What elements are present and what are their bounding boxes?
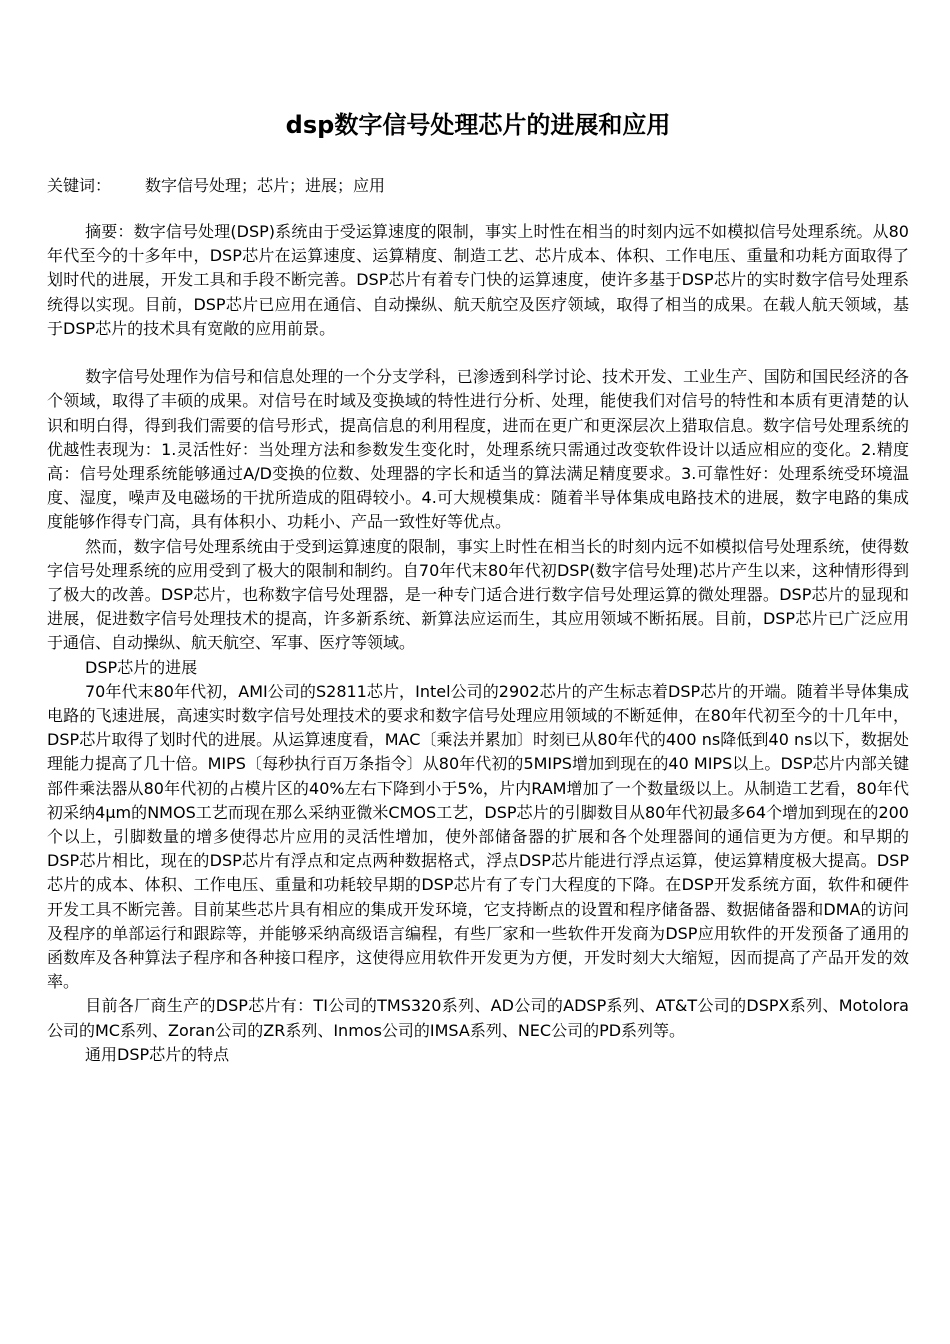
paragraph-spacer	[47, 341, 909, 365]
paragraph-text: 然而，数字信号处理系统由于受到运算速度的限制，事实上时性在相当长的时刻内远不如模拟信号处理系统，使得数字信号处理系统的应用受到了极大的限制和制约。自70年代末80年代初DSP(数字信号处理)芯片产生以来，这种情形得到了极大的改善。DSP芯片，也称数字信号处理器，是一种专门适合进行数字信号处理运算的微处理器。DSP芯片的显现和进展，促进数字信号处理技术的提高，许多新系统、新算法应运而生，其应用领域不断拓展。目前，DSP芯片已广泛应用于通信、自动操纵、航天航空、军事、医疗等领域。	[47, 536, 909, 653]
paragraph-text: 数字信号处理作为信号和信息处理的一个分支学科，已渗透到科学讨论、技术开发、工业生产、国防和国民经济的各个领域，取得了丰硕的成果。对信号在时域及变换域的特性进行分析、处理，能使我们对信号的特性和本质有更清楚的认识和明白得，得到我们需要的信号形式，提高信息的利用程度，进而在更广和更深层次上猎取信息。数字信号处理系统的优越性表现为：1.灵活性好：当处理方法和参数发生变化时，处理系统只需通过改变软件设计以适应相应的变化。2.精度高：信号处理系统能够通过A/D变换的位数、处理器的字长和适当的算法满足精度要求。3.可靠性好：处理系统受环境温度、湿度，噪声及电磁场的干扰所造成的阻碍较小。4.可大规模集成：随着半导体集成电路技术的进展，数字电路的集成度能够作得专门高，具有体积小、功耗小、产品一致性好等优点。	[47, 367, 909, 532]
paragraph-text: 70年代末80年代初，AMI公司的S2811芯片，Intel公司的2902芯片的产生标志着DSP芯片的开端。随着半导体集成电路的飞速进展，高速实时数字信号处理技术的要求和数字信号处理应用领域的不断延伸，在80年代初至今的十几年中，DSP芯片取得了划时代的进展。从运算速度看，MAC〔乘法并累加〕时刻已从80年代的400 ns降低到40 ns以下，数据处理能力提高了几十倍。MIPS〔每秒执行百万条指令〕从80年代初的5MIPS增加到现在的40 MIPS以上。DSP芯片内部关键部件乘法器从80年代初的占模片区的40%左右下降到小于5%，片内RAM增加了一个数量级以上。从制造工艺看，80年代初采纳4μm的NMOS工艺而现在那么采纳亚微米CMOS工艺，DSP芯片的引脚数目从80年代初最多64个增加到现在的200个以上，引脚数量的增多使得芯片应用的灵活性增加，使外部储备器的扩展和各个处理器间的通信更为方便。和早期的DSP芯片相比，现在的DSP芯片有浮点和定点两种数据格式，浮点DSP芯片能进行浮点运算，使运算精度极大提高。DSP芯片的成本、体积、工作电压、重量和功耗较早期的DSP芯片有了专门大程度的下降。在DSP开发系统方面，软件和硬件开发工具不断完善。目前某些芯片具有相应的集成开发环境，它支持断点的设置和程序储备器、数据储备器和DMA的访问及程序的单部运行和跟踪等，并能够采纳高级语言编程，有些厂家和一些软件开发商为DSP应用软件的开发预备了通用的函数库及各种算法子程序和各种接口程序，这使得应用软件开发更为方便，开发时刻大大缩短，因而提高了产品开发的效率。	[47, 681, 909, 992]
keywords-value: 数字信号处理；芯片；进展；应用	[145, 176, 386, 195]
body-paragraph	[47, 535, 909, 656]
body-paragraph	[47, 365, 909, 534]
section-heading-text: DSP芯片的进展	[85, 657, 198, 677]
keywords-label: 关键词：	[47, 176, 112, 195]
paragraph-text: 目前各厂商生产的DSP芯片有：TI公司的TMS320系列、AD公司的ADSP系列、AT&T公司的DSPX系列、Motolora公司的MC系列、Zoran公司的ZR系列、Inmos公司的IMSA系列、NEC公司的PD系列等。	[47, 996, 909, 1040]
abstract-text: 摘要：数字信号处理(DSP)系统由于受运算速度的限制，事实上时性在相当的时刻内远不如模拟信号处理系统。从80年代至今的十多年中，DSP芯片在运算速度、运算精度、制造工艺、芯片成本、体积、工作电压、重量和功耗方面取得了划时代的进展，开发工具和手段不断完善。DSP芯片有着专门快的运算速度，使许多基于DSP芯片的实时数字信号处理系统得以实现。目前，DSP芯片已应用在通信、自动操纵、航天航空及医疗领域，取得了相当的成果。在载人航天领域，基于DSP芯片的技术具有宽敞的应用前景。	[47, 222, 909, 338]
body-paragraph	[47, 994, 909, 1042]
document-body	[47, 220, 909, 1067]
section-heading	[47, 1043, 909, 1067]
section-heading-text: 通用DSP芯片的特点	[85, 1044, 230, 1064]
abstract-paragraph	[47, 220, 909, 341]
body-paragraph	[47, 680, 909, 995]
section-heading	[47, 656, 909, 680]
keywords-line	[47, 174, 909, 198]
document-title: dsp数字信号处理芯片的进展和应用	[285, 111, 671, 139]
